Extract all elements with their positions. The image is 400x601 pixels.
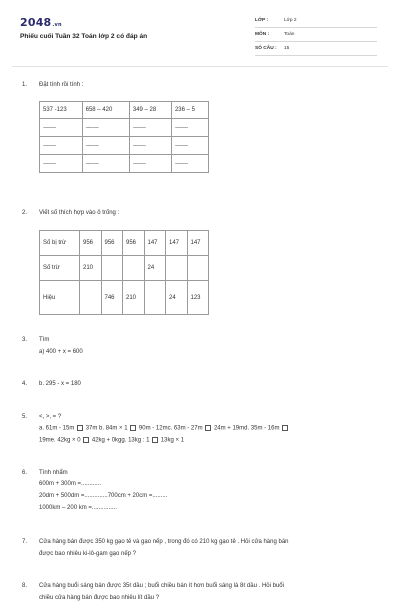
q5-item: 90m - 12mc. 63m - 27m <box>138 425 203 432</box>
q1-header-cell: 658 – 420 <box>82 102 129 119</box>
q2-cell: 956 <box>123 231 145 256</box>
logo-text: 2048 <box>20 16 52 29</box>
question-text-line-2: được bao nhiêu ki-lô-gam gạo nếp ? <box>39 551 137 557</box>
q1-header-cell: 236 – 5 <box>171 102 208 119</box>
q1-answer-cell[interactable]: -------- <box>82 119 129 137</box>
q1-header-cell: 349 – 28 <box>129 102 171 119</box>
q1-answer-cell[interactable]: -------- <box>129 137 171 155</box>
q1-header-cell: 537 -123 <box>40 102 83 119</box>
meta-class-row <box>255 16 377 28</box>
q2-cell[interactable] <box>80 281 102 315</box>
q2-cell[interactable] <box>144 281 166 315</box>
q2-table <box>39 230 209 315</box>
header-divider <box>12 66 388 67</box>
q5-item: 42kg + 0kgg. 13kg : 1 <box>91 437 150 444</box>
compare-box[interactable] <box>205 425 211 431</box>
compare-box[interactable] <box>152 437 158 443</box>
q1-answer-cell[interactable]: -------- <box>82 155 129 173</box>
question-text: Tính nhẩm <box>39 470 68 476</box>
q5-item: 24m + 19md. 35m - 16m <box>213 425 280 432</box>
q5-item: a. 61m - 15m <box>39 425 75 432</box>
q2-cell[interactable]: 210 <box>80 256 102 281</box>
question-text-line-1: Cửa hàng buổi sáng bán được 35ℓ dầu ; buổi chiều bán ít hơn buổi sáng là 8ℓ dầu . Hỏi buổi <box>39 583 284 589</box>
q1-answer-cell[interactable]: -------- <box>171 155 208 173</box>
q5-item: 13kg × 1 <box>160 437 184 444</box>
q6-line: 600m + 300m =............ <box>39 481 102 487</box>
q1-answer-cell[interactable]: -------- <box>40 119 83 137</box>
q1-answer-cell[interactable]: -------- <box>129 119 171 137</box>
q1-answer-cell[interactable]: -------- <box>171 119 208 137</box>
site-logo[interactable] <box>20 16 62 29</box>
q2-cell[interactable] <box>101 256 123 281</box>
q2-cell[interactable]: 123 <box>187 281 209 315</box>
q5-line-2 <box>39 437 184 444</box>
q6-line: 1000km – 200 km =............... <box>39 505 117 511</box>
question-text: Đặt tính rồi tính : <box>39 82 84 88</box>
meta-class-value: Lớp 2 <box>284 18 297 23</box>
q2-row-label: Số trừ <box>40 256 80 281</box>
q2-cell[interactable]: 210 <box>123 281 145 315</box>
meta-class-key: LỚP : <box>255 18 269 23</box>
q1-answer-cell[interactable]: -------- <box>40 137 83 155</box>
meta-count-key: SỐ CÂU : <box>255 46 277 51</box>
q6-line: 20dm + 500dm =..............700cm + 20cm =......... <box>39 493 168 499</box>
meta-count-value: 15 <box>284 46 290 51</box>
question-number: 7. <box>22 539 28 545</box>
question-number: 3. <box>22 337 28 343</box>
q2-cell[interactable] <box>123 256 145 281</box>
page-title: Phiếu cuối Tuần 32 Toán lớp 2 có đáp án <box>20 33 148 40</box>
question-number: 8. <box>22 583 28 589</box>
q1-answer-cell[interactable]: -------- <box>40 155 83 173</box>
q3-line: a) 400 + x = 600 <box>39 349 83 355</box>
compare-box[interactable] <box>282 425 288 431</box>
q2-cell[interactable] <box>166 256 188 281</box>
q2-cell: 147 <box>187 231 209 256</box>
question-text: Viết số thích hợp vào ô trống : <box>39 210 120 216</box>
q2-cell[interactable]: 746 <box>101 281 123 315</box>
q2-cell[interactable]: 24 <box>166 281 188 315</box>
question-number: 5. <box>22 414 28 420</box>
meta-subject-row <box>255 30 377 42</box>
q2-row-label: Hiệu <box>40 281 80 315</box>
q2-cell: 956 <box>80 231 102 256</box>
meta-count-row <box>255 44 377 56</box>
question-text: <, >, = ? <box>39 414 62 420</box>
q5-item: 37m b. 84m × 1 <box>85 425 128 432</box>
question-text-line-2: chiều cửa hàng bán được bao nhiêu lít dầu ? <box>39 595 160 601</box>
question-number: 4. <box>22 381 28 387</box>
q5-line-1 <box>39 425 289 432</box>
q2-cell[interactable]: 24 <box>144 256 166 281</box>
question-number: 1. <box>22 82 28 88</box>
question-text-line-1: Cửa hàng bán được 350 kg gạo tẻ và gạo nếp , trong đó có 210 kg gạo tẻ . Hỏi cửa hàng bán <box>39 539 289 545</box>
meta-subject-value: Toán <box>284 32 295 37</box>
logo-suffix: .vn <box>52 22 62 28</box>
question-number: 6. <box>22 470 28 476</box>
q2-cell: 956 <box>101 231 123 256</box>
q1-table <box>39 101 209 173</box>
q2-cell: 147 <box>166 231 188 256</box>
compare-box[interactable] <box>77 425 83 431</box>
q1-answer-cell[interactable]: -------- <box>129 155 171 173</box>
q2-cell[interactable] <box>187 256 209 281</box>
question-text: b. 295 - x = 180 <box>39 381 81 387</box>
q2-cell: 147 <box>144 231 166 256</box>
compare-box[interactable] <box>130 425 136 431</box>
meta-subject-key: MÔN : <box>255 32 270 37</box>
compare-box[interactable] <box>83 437 89 443</box>
question-text: Tìm <box>39 337 50 343</box>
q2-row-label: Số bị trừ <box>40 231 80 256</box>
q1-answer-cell[interactable]: -------- <box>82 137 129 155</box>
q1-answer-cell[interactable]: -------- <box>171 137 208 155</box>
q5-item: 19me. 42kg × 0 <box>39 437 81 444</box>
question-number: 2. <box>22 210 28 216</box>
